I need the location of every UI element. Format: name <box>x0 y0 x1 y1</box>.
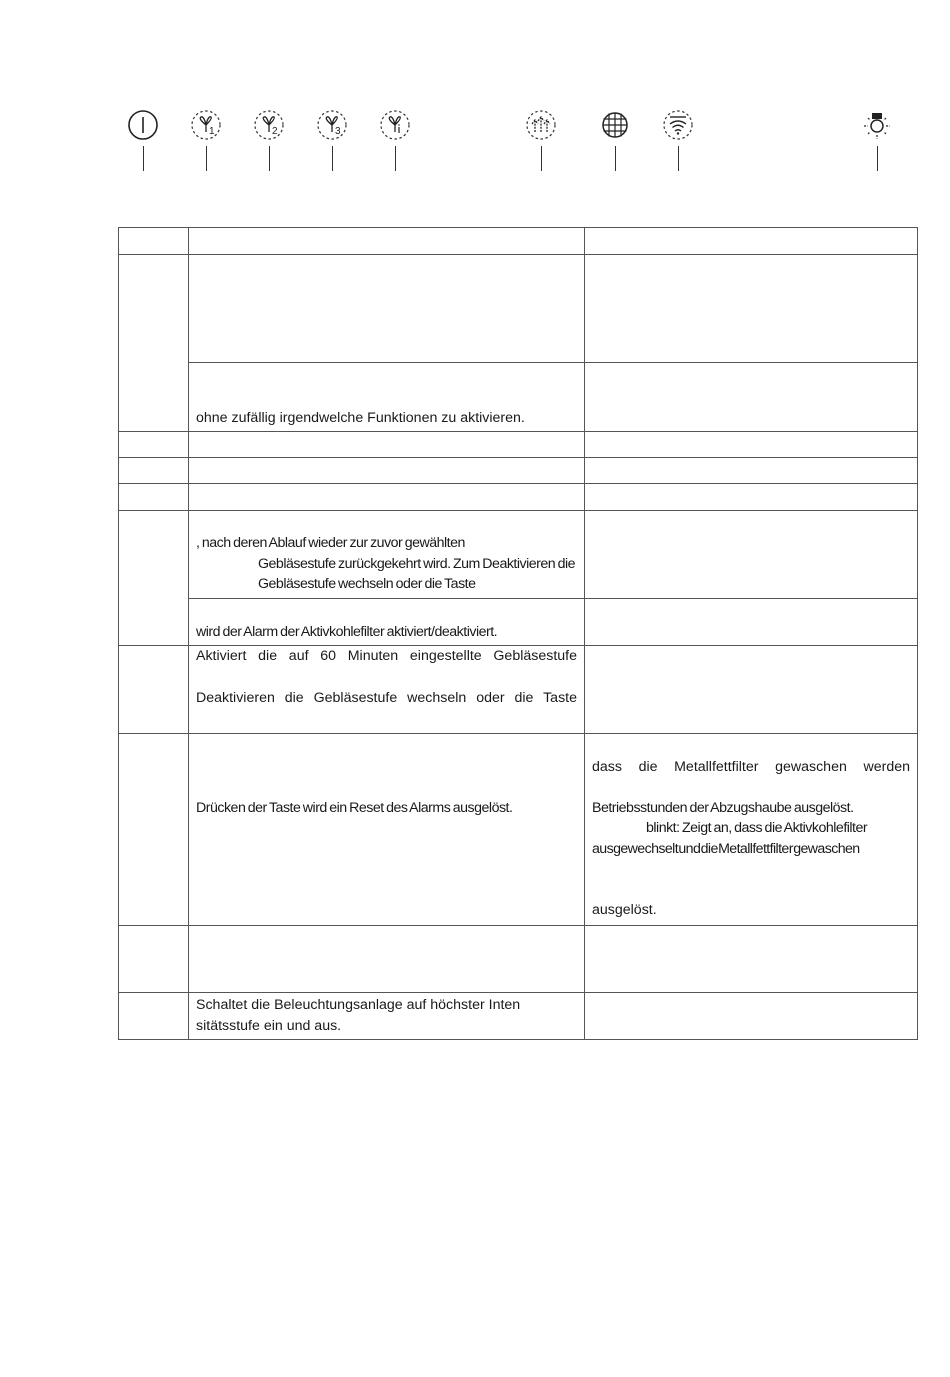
display-text: ausgelöst. <box>592 902 657 918</box>
function-cell <box>189 993 585 1040</box>
table-row <box>119 646 918 734</box>
function-table <box>118 227 918 1040</box>
display-cell <box>585 646 918 734</box>
airflow-arrows-icon[interactable] <box>524 108 558 142</box>
function-cell <box>189 363 585 432</box>
table-row <box>119 255 918 363</box>
display-cell <box>585 734 918 926</box>
lamp-pointer-line <box>877 146 878 171</box>
header-cell-display <box>585 228 918 255</box>
function-text: Deaktivieren die Gebläsestufe wechseln oder die Taste <box>196 689 577 706</box>
function-text: Aktiviert die auf 60 Minuten eingestellte Gebläsestufe <box>196 648 577 664</box>
fan-speed-1-icon[interactable] <box>189 108 223 142</box>
display-cell <box>585 432 918 458</box>
fan-speed-3-pointer-line <box>332 146 333 171</box>
airflow-pointer-line <box>541 146 542 171</box>
wireless-pointer-line <box>678 146 679 171</box>
key-cell <box>119 255 189 432</box>
display-cell <box>585 926 918 993</box>
fan-intensive-pointer-line <box>395 146 396 171</box>
table-row <box>119 993 918 1040</box>
fan-speed-2-icon[interactable] <box>252 108 286 142</box>
function-cell <box>189 646 585 734</box>
power-pointer-line <box>143 146 144 171</box>
fan-speed-1-pointer-line <box>206 146 207 171</box>
key-cell <box>119 458 189 484</box>
key-cell <box>119 646 189 734</box>
function-cell <box>189 458 585 484</box>
function-text: , nach deren Ablauf wieder zur zuvor gewählten Gebläsestufe zurückgekehrt wird. Zum Deaktivieren die Gebläsestufe wechseln oder die Taste <box>196 535 576 592</box>
table-row <box>119 432 918 458</box>
table-row <box>119 363 918 432</box>
key-cell <box>119 926 189 993</box>
table-header-row <box>119 228 918 255</box>
function-cell <box>189 511 585 599</box>
display-text: ausgewechselt und die Metallfettfilter gewaschen <box>592 840 860 857</box>
fan-speed-2-pointer-line <box>269 146 270 171</box>
function-cell <box>189 432 585 458</box>
function-text: ohne zufällig irgendwelche Funktionen zu aktivieren. <box>196 409 525 426</box>
display-cell <box>585 363 918 432</box>
function-cell <box>189 255 585 363</box>
header-cell-key <box>119 228 189 255</box>
table-row <box>119 458 918 484</box>
display-text: Betriebsstunden der Abzugshaube ausgelöst. <box>592 799 854 816</box>
key-cell <box>119 484 189 511</box>
function-cell <box>189 484 585 511</box>
display-cell <box>585 458 918 484</box>
display-text: blinkt: Zeigt an, dass die Aktivkohlefilter <box>646 820 868 836</box>
lamp-icon[interactable] <box>860 108 894 142</box>
power-icon[interactable] <box>126 108 160 142</box>
function-cell <box>189 599 585 646</box>
svg-text:2: 2 <box>272 126 278 137</box>
wireless-icon[interactable] <box>661 108 695 142</box>
function-text: Schaltet die Beleuchtungsanlage auf höchster Inten sitätsstufe ein und aus. <box>196 997 521 1034</box>
table-row <box>119 734 918 926</box>
svg-text:3: 3 <box>335 126 341 137</box>
table-row <box>119 599 918 646</box>
filter-pointer-line <box>615 146 616 171</box>
display-text: dass die Metallfettfilter gewaschen werden <box>592 759 910 775</box>
key-cell <box>119 993 189 1040</box>
display-cell <box>585 511 918 599</box>
function-text: Drücken der Taste wird ein Reset des Alarms ausgelöst. <box>196 800 513 816</box>
display-cell <box>585 255 918 363</box>
table-row <box>119 484 918 511</box>
display-cell <box>585 484 918 511</box>
fan-intensive-icon[interactable] <box>378 108 412 142</box>
display-cell <box>585 599 918 646</box>
table-row <box>119 511 918 599</box>
header-cell-function <box>189 228 585 255</box>
function-cell <box>189 926 585 993</box>
grid-filter-icon[interactable] <box>598 108 632 142</box>
key-cell <box>119 511 189 646</box>
display-cell <box>585 993 918 1040</box>
table-row <box>119 926 918 993</box>
fan-speed-3-icon[interactable] <box>315 108 349 142</box>
function-cell <box>189 734 585 926</box>
key-cell <box>119 734 189 926</box>
svg-text:1: 1 <box>209 126 215 137</box>
function-text: wird der Alarm der Aktivkohlefilter aktiviert/deaktiviert. <box>196 623 498 640</box>
key-cell <box>119 432 189 458</box>
